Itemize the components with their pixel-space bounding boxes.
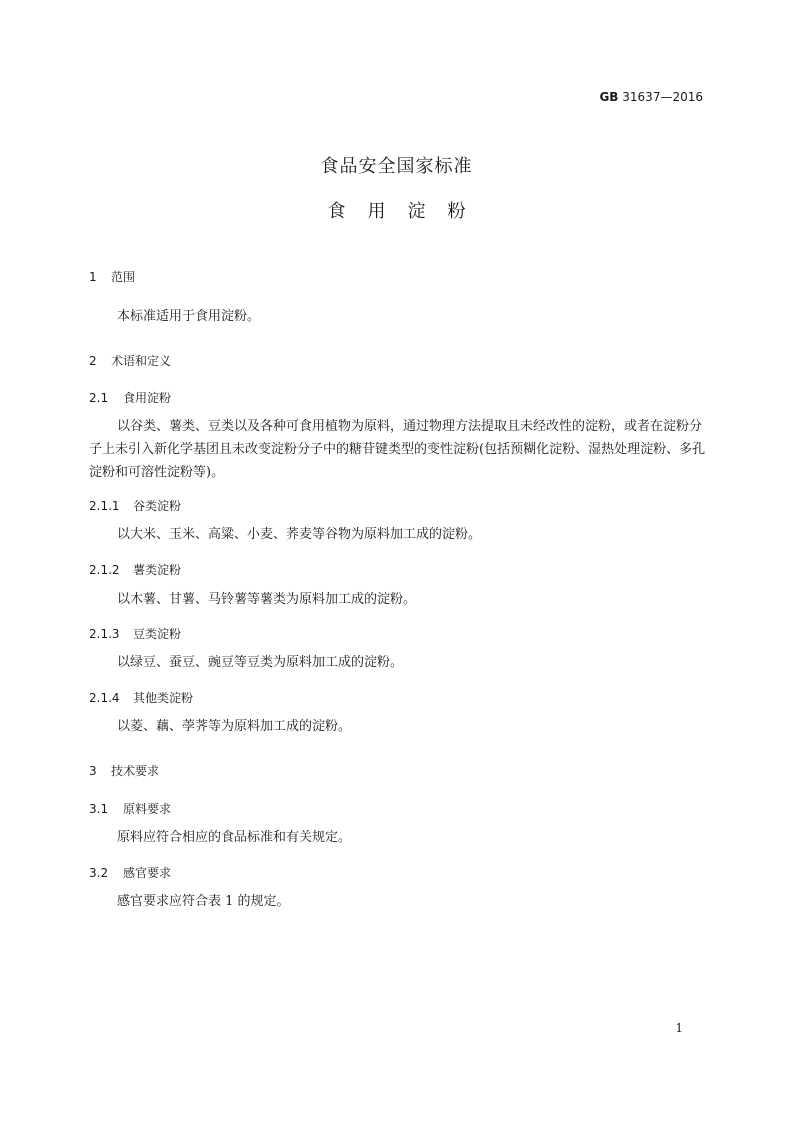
section-number: 2.1.4	[89, 691, 120, 705]
page-number: 1	[675, 1021, 683, 1035]
standard-code-prefix: GB	[599, 90, 619, 104]
section-number: 2	[89, 354, 97, 368]
section-title: 豆类淀粉	[133, 627, 182, 641]
section-number: 2.1.1	[89, 499, 120, 513]
section-title: 术语和定义	[111, 354, 172, 368]
document-subtitle: 食用淀粉	[327, 201, 488, 222]
section-number: 3.1	[89, 802, 109, 816]
section-title: 感官要求	[123, 866, 172, 880]
section-heading-2-1-2	[89, 561, 181, 578]
section-number: 3.2	[89, 866, 109, 880]
section-title: 范围	[111, 270, 136, 284]
section-1-text: 本标准适用于食用淀粉。	[117, 309, 261, 324]
section-heading-3-1	[89, 800, 171, 817]
standard-code-number: 31637—2016	[622, 90, 703, 104]
document-title: 食品安全国家标准	[320, 156, 473, 177]
section-heading-2-1-1	[89, 497, 181, 514]
section-2-1-text: 以谷类、薯类、豆类以及各种可食用植物为原料，通过物理方法提取且未经改性的淀粉，或者在淀粉分子上未引入新化学基团且未改变淀粉分子中的糖苷键类型的变性淀粉(包括预糊化淀粉、湿热处理淀粉、多孔淀粉和可溶性淀粉等)。	[89, 419, 706, 480]
section-3-2-text: 感官要求应符合表 1 的规定。	[117, 894, 290, 909]
section-2-1-4-text: 以菱、藕、荸荠等为原料加工成的淀粉。	[117, 719, 352, 734]
section-heading-3-2	[89, 864, 171, 881]
section-heading-2-1-3	[89, 625, 181, 642]
section-number: 2.1.2	[89, 563, 120, 577]
section-number: 3	[89, 764, 97, 778]
section-number: 2.1.3	[89, 627, 120, 641]
section-title: 谷类淀粉	[133, 499, 182, 513]
section-title: 薯类淀粉	[133, 563, 182, 577]
section-2-1-1-text: 以大米、玉米、高粱、小麦、荞麦等谷物为原料加工成的淀粉。	[117, 527, 482, 542]
standard-code	[599, 90, 703, 104]
section-title: 其他类淀粉	[133, 691, 194, 705]
section-heading-2-1-4	[89, 689, 193, 706]
section-2-1-2-text: 以木薯、甘薯、马铃薯等薯类为原料加工成的淀粉。	[117, 592, 417, 607]
section-heading-3	[89, 762, 159, 779]
section-number: 1	[89, 270, 97, 284]
section-number: 2.1	[89, 391, 109, 405]
section-heading-1	[89, 268, 135, 285]
section-heading-2	[89, 352, 171, 369]
section-heading-2-1	[89, 389, 171, 406]
section-title: 食用淀粉	[123, 391, 172, 405]
section-title: 原料要求	[123, 802, 172, 816]
section-2-1-3-text: 以绿豆、蚕豆、豌豆等豆类为原料加工成的淀粉。	[117, 655, 404, 670]
section-3-1-text: 原料应符合相应的食品标准和有关规定。	[117, 830, 352, 845]
section-title: 技术要求	[111, 764, 160, 778]
